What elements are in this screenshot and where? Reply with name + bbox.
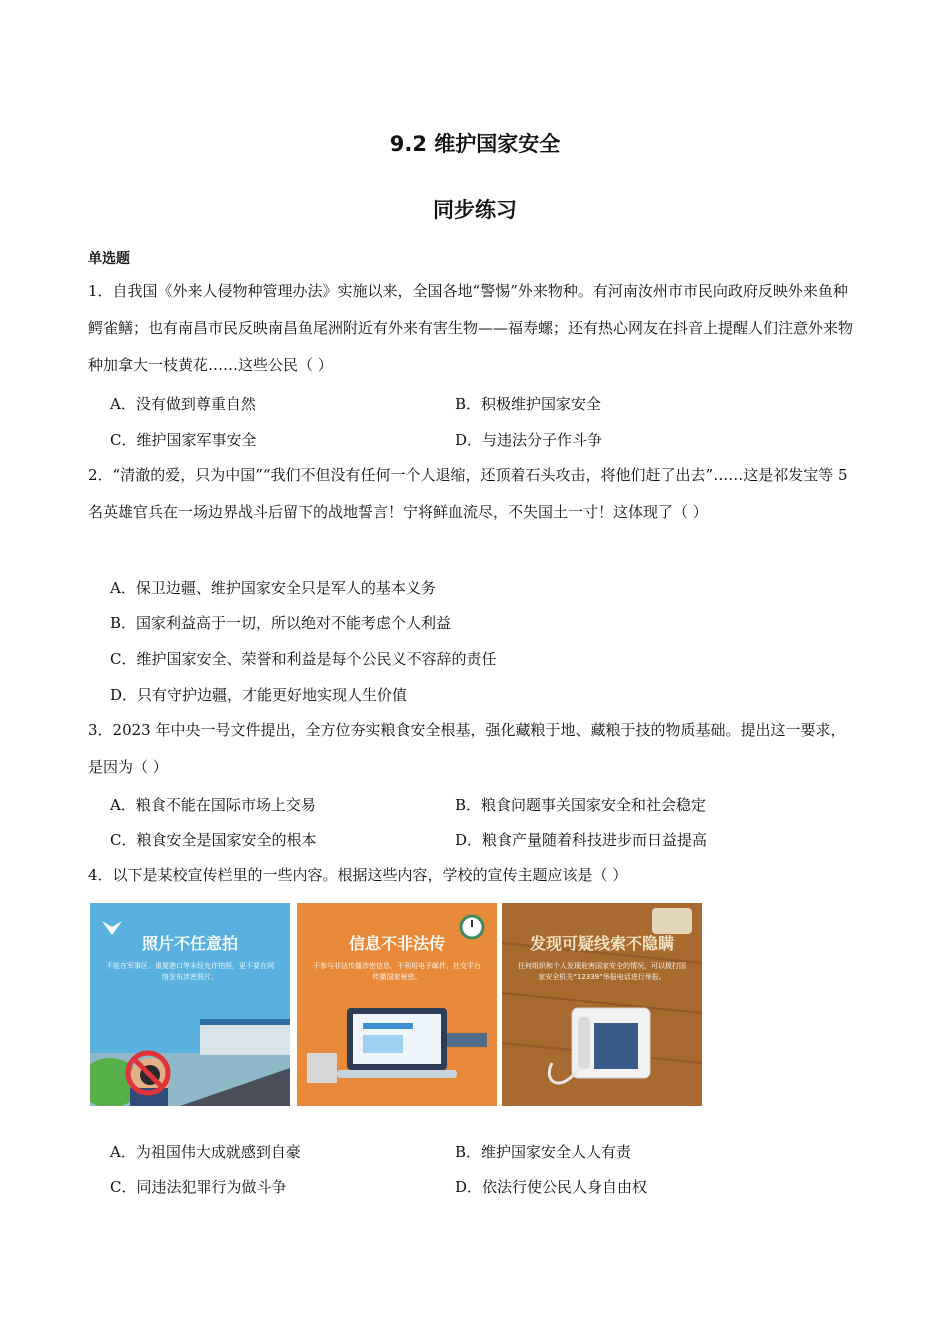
poster-2-text: 不参与非法传播涉密信息，不利用电子邮件、社交平台传播国家秘密。	[313, 962, 481, 981]
document-subtitle: 同步练习	[433, 198, 517, 222]
poster-info-rule	[297, 903, 497, 1106]
question-2-option-b[interactable]: B．国家利益高于一切，所以绝对不能考虑个人利益	[110, 614, 452, 632]
question-2-option-d[interactable]: D．只有守护边疆，才能更好地实现人生价值	[110, 686, 408, 704]
poster-report-rule	[502, 903, 702, 1106]
document-title: 9.2 维护国家安全	[389, 132, 561, 156]
question-3-stem: 3．2023 年中央一号文件提出，全方位夯实粮食安全根基，强化藏粮于地、藏粮于技的物质基础。提出这一要求，是因为（ ）	[88, 721, 846, 776]
question-4-option-a[interactable]: A．为祖国伟大成就感到自豪	[110, 1143, 301, 1161]
poster-2-title: 信息不非法传	[348, 934, 445, 953]
section-heading: 单选题	[88, 251, 130, 267]
question-2-stem: 2．“清澈的爱，只为中国”“我们不但没有任何一个人退缩，还顶着石头攻击，将他们赶了出去”……这是祁发宝等 5 名英雄官兵在一场边界战斗后留下的战地誓言！宁将鲜血流尽，不失国土一寸！这体现了（ ）	[88, 466, 848, 521]
poster-1-title: 照片不任意拍	[141, 934, 238, 953]
question-3-option-a[interactable]: A．粮食不能在国际市场上交易	[110, 796, 316, 814]
question-3-option-b[interactable]: B．粮食问题事关国家安全和社会稳定	[455, 796, 707, 814]
question-4-stem: 4．以下是某校宣传栏里的一些内容。根据这些内容，学校的宣传主题应该是（ ）	[88, 866, 628, 884]
question-2-option-c[interactable]: C．维护国家安全、荣誉和利益是每个公民义不容辞的责任	[110, 650, 497, 668]
question-1-option-a[interactable]: A．没有做到尊重自然	[110, 395, 256, 413]
question-4-option-b[interactable]: B．维护国家安全人人有责	[455, 1143, 632, 1161]
question-1-option-b[interactable]: B．积极维护国家安全	[455, 395, 602, 413]
question-1-stem: 1．自我国《外来人侵物种管理办法》实施以来，全国各地“警惕”外来物种。有河南汝州市市民向政府反映外来鱼种鳄雀鳝；也有南昌市民反映南昌鱼尾洲附近有外来有害生物——福寿螺；还有热心网友在抖音上提醒人们注意外来物种加拿大一枝黄花……这些公民（ ）	[88, 282, 854, 374]
poster-3-title: 发现可疑线索不隐瞒	[529, 934, 674, 953]
poster-1-text: 不能在军事区、重要港口等未经允许拍照，更不要在网络发布涉密照片。	[106, 962, 274, 981]
question-3-option-c[interactable]: C．粮食安全是国家安全的根本	[110, 831, 317, 849]
question-4-option-d[interactable]: D．依法行使公民人身自由权	[455, 1178, 648, 1196]
question-3-option-d[interactable]: D．粮食产量随着科技进步而日益提高	[455, 831, 708, 849]
question-2-option-a[interactable]: A．保卫边疆、维护国家安全只是军人的基本义务	[110, 579, 436, 597]
question-1-option-d[interactable]: D．与违法分子作斗争	[455, 431, 603, 449]
poster-photo-rule	[90, 903, 290, 1106]
question-1-option-c[interactable]: C．维护国家军事安全	[110, 431, 257, 449]
question-4-option-c[interactable]: C．同违法犯罪行为做斗争	[110, 1178, 287, 1196]
poster-3-text: 任何组织和个人发现危害国家安全的情况，可以拨打国家安全机关“12339”举报电话进行举报。	[518, 962, 686, 981]
